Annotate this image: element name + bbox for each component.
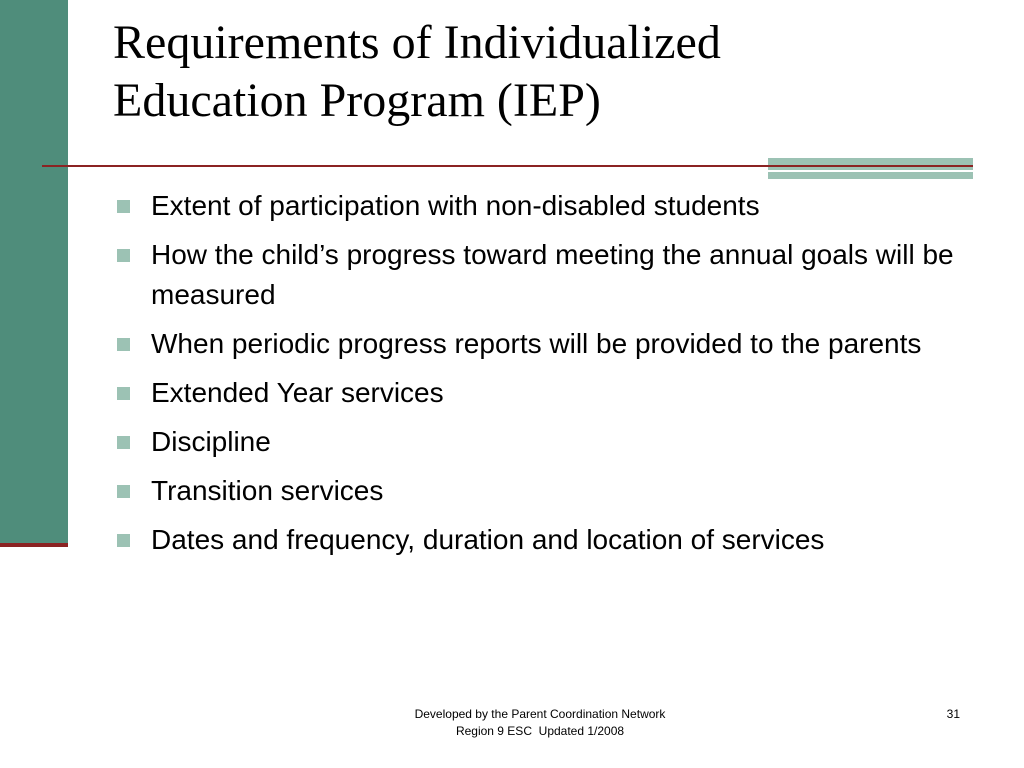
decorative-stripe-3 <box>768 172 973 179</box>
decorative-stripes <box>768 158 973 179</box>
slide-title-line-1: Requirements of Individualized <box>113 16 721 69</box>
square-bullet-icon <box>117 200 130 213</box>
bullet-text: Extended Year services <box>151 377 444 408</box>
bullet-list <box>113 186 983 569</box>
bullet-item <box>113 235 983 315</box>
footer-line-1: Developed by the Parent Coordination Network <box>414 707 666 721</box>
decorative-stripe-1 <box>768 158 973 165</box>
square-bullet-icon <box>117 249 130 262</box>
decorative-stripe-2 <box>768 167 973 170</box>
square-bullet-icon <box>117 534 130 547</box>
square-bullet-icon <box>117 436 130 449</box>
square-bullet-icon <box>117 338 130 351</box>
bullet-item <box>113 324 983 364</box>
page-number: 31 <box>946 707 960 721</box>
bullet-item <box>113 422 983 462</box>
slide-footer <box>340 706 740 740</box>
bullet-item <box>113 520 983 560</box>
bullet-text: Extent of participation with non-disabled students <box>151 190 760 221</box>
bullet-text: Dates and frequency, duration and location of services <box>151 524 825 555</box>
bullet-text: Discipline <box>151 426 271 457</box>
bullet-text: When periodic progress reports will be provided to the parents <box>151 328 922 359</box>
footer-line-2: Region 9 ESC Updated 1/2008 <box>455 724 625 738</box>
bullet-text: Transition services <box>151 475 384 506</box>
square-bullet-icon <box>117 387 130 400</box>
slide-title-line-2: Education Program (IEP) <box>113 74 601 127</box>
bullet-text: How the child’s progress toward meeting the annual goals will be measured <box>151 239 954 310</box>
side-accent-bar <box>0 0 68 546</box>
bullet-item <box>113 186 983 226</box>
bullet-item <box>113 373 983 413</box>
slide-title <box>113 14 973 130</box>
side-accent-rule <box>0 543 68 547</box>
bullet-item <box>113 471 983 511</box>
square-bullet-icon <box>117 485 130 498</box>
